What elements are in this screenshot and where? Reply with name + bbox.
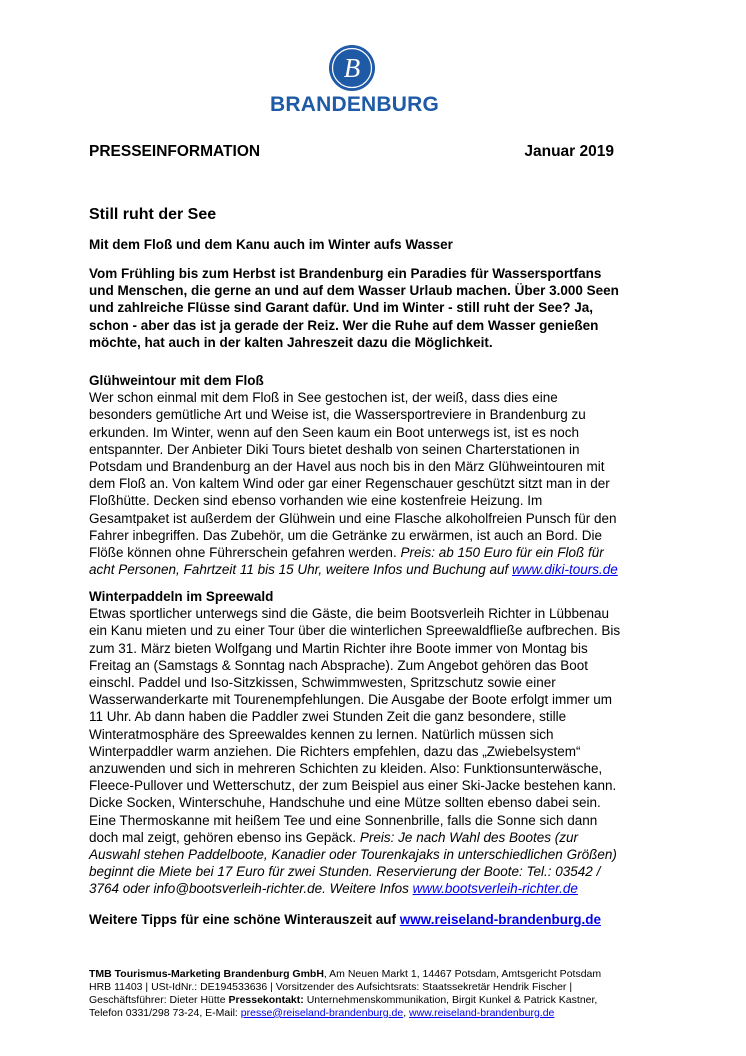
press-header <box>89 143 614 163</box>
footer-separator: , <box>403 1006 410 1019</box>
press-label: PRESSEINFORMATION <box>89 143 261 160</box>
article-subline: Mit dem Floß und dem Kanu auch im Winter aufs Wasser <box>89 237 453 252</box>
diki-tours-link[interactable]: www.diki-tours.de <box>512 562 618 578</box>
section-price: Preis: Je nach Wahl des Bootes (zur Auswahl stehen Paddelboote, Kanadier oder Tourenkajaks in unterschiedlichen Größen) beginnt die Miete bei 17 Euro für zwei Stunden. Reservierung der Boote: Tel.: 03542 / 3764 oder info@bootsverleih-richter.de. Weitere Infos <box>89 829 617 897</box>
press-date: Januar 2019 <box>524 143 614 160</box>
brandenburg-logo <box>270 44 440 116</box>
section-body: Wer schon einmal mit dem Floß in See gestochen ist, der weiß, dass dies eine besonders gemütliche Art und Weise ist, die Wassersportreviere in Brandenburg zu erkunden. Im Winter, wenn auf den Seen kaum ein Boot unterwegs ist, ist es noch entspannter. Der Anbieter Diki Tours bietet deshalb von seinen Charterstationen in Potsdam und Brandenburg an der Havel aus noch bis in den März Glühweintouren mit dem Floß an. Von kaltem Wind oder gar einer Regenschauer geschützt sitzt man in der Floßhütte. Decken sind ebenso vorhanden wie eine kostenfreie Heizung. Im Gesamtpaket ist außerdem der Glühwein und eine Flasche alkoholfreien Punsch für den Fahrer inbegriffen. Das Zubehör, um die Getränke zu erwärmen, ist auch an Bord. Die Flöße können ohne Führerschein gefahren werden. <box>89 390 617 561</box>
footer-email-link[interactable]: presse@reiseland-brandenburg.de <box>240 1006 404 1019</box>
footer-contact: Unternehmenskommunikation, Birgit Kunkel & Patrick Kastner, Telefon 0331/298 73-24, E-Mail: <box>89 993 598 1019</box>
bootsverleih-link[interactable]: www.bootsverleih-richter.de <box>412 881 578 897</box>
logo-wordmark: BRANDENBURG <box>270 93 440 116</box>
article-headline: Still ruht der See <box>89 206 217 223</box>
tips-text: Weitere Tipps für eine schöne Winterauszeit auf <box>89 912 400 927</box>
footer-address: , Am Neuen Markt 1, 14467 Potsdam, Amtsgericht Potsdam HRB 11403 | USt-IdNr.: DE194533636 | Vorsitzender des Aufsichtsrats: Staatssekretär Hendrik Fischer | Geschäftsführer: Dieter Hütte <box>89 968 602 1006</box>
footer-website-link[interactable]: www.reiseland-brandenburg.de <box>409 1006 555 1019</box>
tips-line <box>89 912 601 927</box>
section-price: Preis: ab 150 Euro für ein Floß für acht Personen, Fahrtzeit 11 bis 15 Uhr, weitere Infos und Buchung auf <box>89 545 604 578</box>
footer-contact-label: Pressekontakt: <box>228 993 304 1006</box>
reiseland-link[interactable]: www.reiseland-brandenburg.de <box>399 912 601 927</box>
section-title: Glühweintour mit dem Floß <box>89 373 264 388</box>
section-winterpaddeln <box>89 588 624 898</box>
brandenburg-emblem-icon <box>328 44 376 92</box>
logo-letter: B <box>343 53 361 83</box>
page-footer <box>89 968 609 1020</box>
section-body: Etwas sportlicher unterwegs sind die Gäste, die beim Bootsverleih Richter in Lübbenau ein Kanu mieten und zu einer Tour über die winterlichen Spreewaldfließe aufbrechen. Bis zum 31. März bieten Wolfgang und Martin Richter ihre Boote immer von Montag bis Freitag an (Samstags & Sonntag nach Absprache). Zum Angebot gehören das Boot einschl. Paddel und Iso-Sitzkissen, Schwimmwesten, Spritzschutz sowie einer Wasserwanderkarte mit Tourenempfehlungen. Die Ausgabe der Boote erfolgt immer um 11 Uhr. Ab dann haben die Paddler zwei Stunden Zeit die ganz besondere, stille Winteratmosphäre des Spreewaldes kennen zu lernen. Natürlich müssen sich Winterpaddler warm anziehen. Die Richters empfehlen, dazu das „Zwiebelsystem“ anzuwenden und sich in mehreren Schichten zu kleiden. Also: Funktionsunterwäsche, Fleece-Pullover und Wetterschutz, der zum Beispiel aus einer Ski-Jacke bestehen kann. Dicke Socken, Winterschuhe, Handschuhe und eine Mütze sollten ebenso dabei sein. Eine Thermoskanne mit heißem Tee und eine Sonnenbrille, falls die Sonne sich dann doch mal zeigt, gehören ebenso ins Gepäck. <box>89 606 621 845</box>
article-lead: Vom Frühling bis zum Herbst ist Brandenburg ein Paradies für Wassersportfans und Menschen, die gerne an und auf dem Wasser Urlaub machen. Über 3.000 Seen und zahlreiche Flüsse sind Garant dafür. Und im Winter - still ruht der See? Ja, schon - aber das ist ja gerade der Reiz. Wer die Ruhe auf dem Wasser genießen möchte, hat auch in der kalten Jahreszeit dazu die Möglichkeit. <box>89 266 619 350</box>
section-title: Winterpaddeln im Spreewald <box>89 589 274 604</box>
section-gluehweintour <box>89 372 624 578</box>
footer-company: TMB Tourismus-Marketing Brandenburg GmbH <box>89 968 324 980</box>
